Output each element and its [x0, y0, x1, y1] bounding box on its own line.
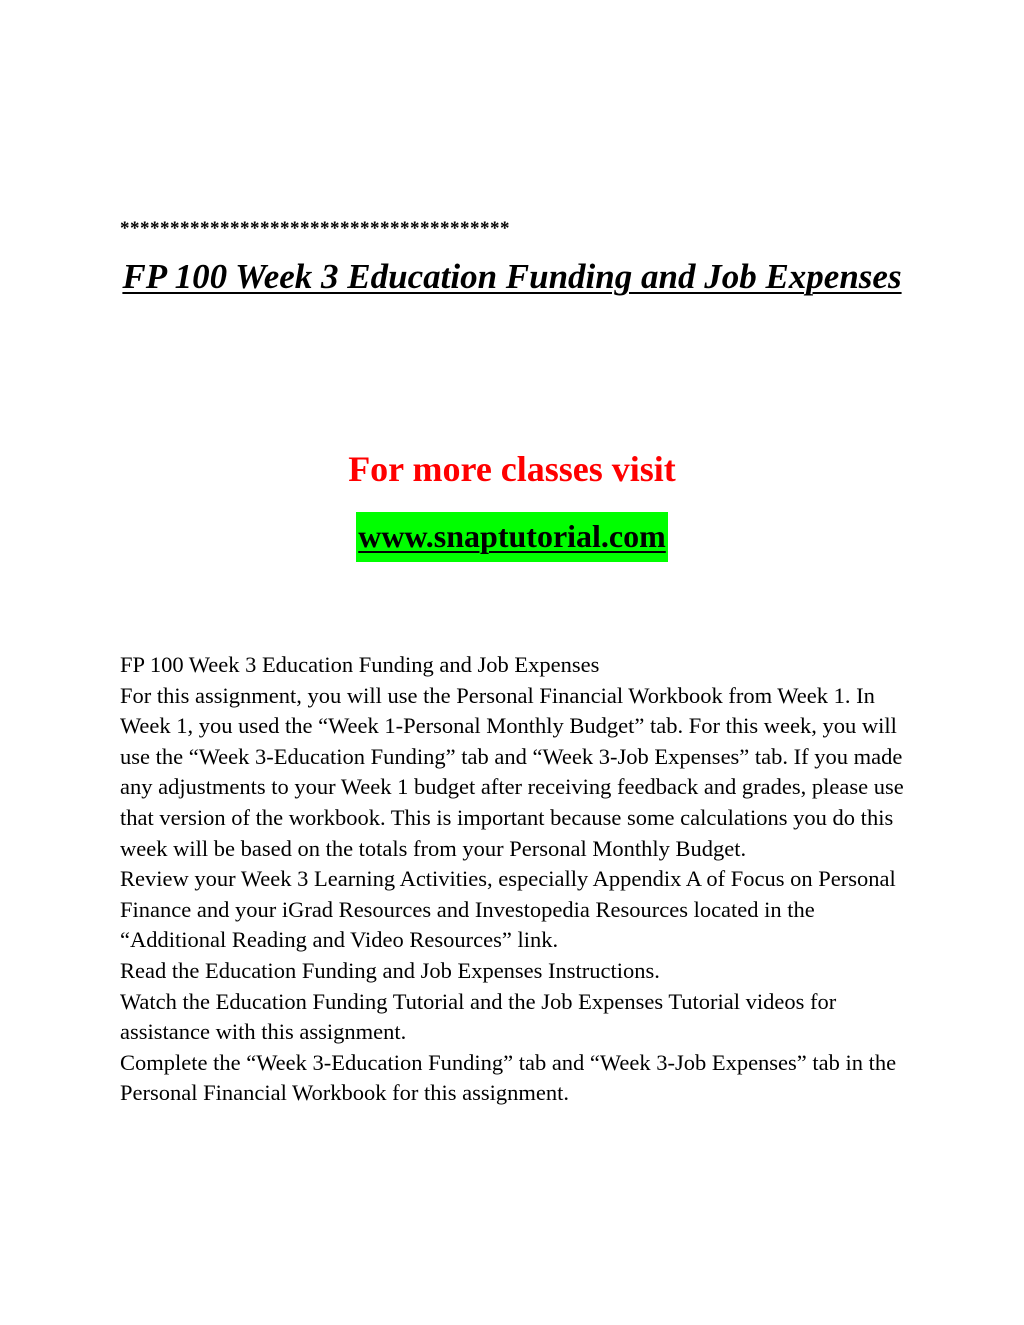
- promo-text: For more classes visit: [348, 449, 676, 489]
- separator-line: ***************************************: [120, 218, 510, 239]
- promo-link[interactable]: www.snaptutorial.com: [356, 512, 668, 562]
- body-paragraph: Review your Week 3 Learning Activities, especially Appendix A of Focus on Personal Finance and your iGrad Resources and Investopedia Resources located in the “Additional Reading and Video Resources” link.: [120, 866, 896, 953]
- document-title: FP 100 Week 3 Education Funding and Job Expenses: [122, 257, 902, 296]
- body-heading: FP 100 Week 3 Education Funding and Job Expenses: [120, 652, 600, 677]
- body-paragraph: Watch the Education Funding Tutorial and the Job Expenses Tutorial videos for assistance with this assignment.: [120, 988, 837, 1045]
- body-paragraph: For this assignment, you will use the Personal Financial Workbook from Week 1. In Week 1, you used the “Week 1-Personal Monthly Budget” tab. For this week, you will use the “Week 3-Education Funding” tab and “Week 3-Job Expenses” tab. If you made any adjustments to your Week 1 budget after receiving feedback and grades, please use that version of the workbook. This is important because some calculations you do this week will be based on the totals from your Personal Monthly Budget.: [120, 682, 904, 861]
- body-paragraph: Read the Education Funding and Job Expenses Instructions.: [120, 957, 660, 983]
- document-body: [120, 650, 920, 1109]
- promo-link-container: [0, 512, 1024, 562]
- body-paragraph: Complete the “Week 3-Education Funding” tab and “Week 3-Job Expenses” tab in the Personal Financial Workbook for this assignment.: [120, 1049, 897, 1106]
